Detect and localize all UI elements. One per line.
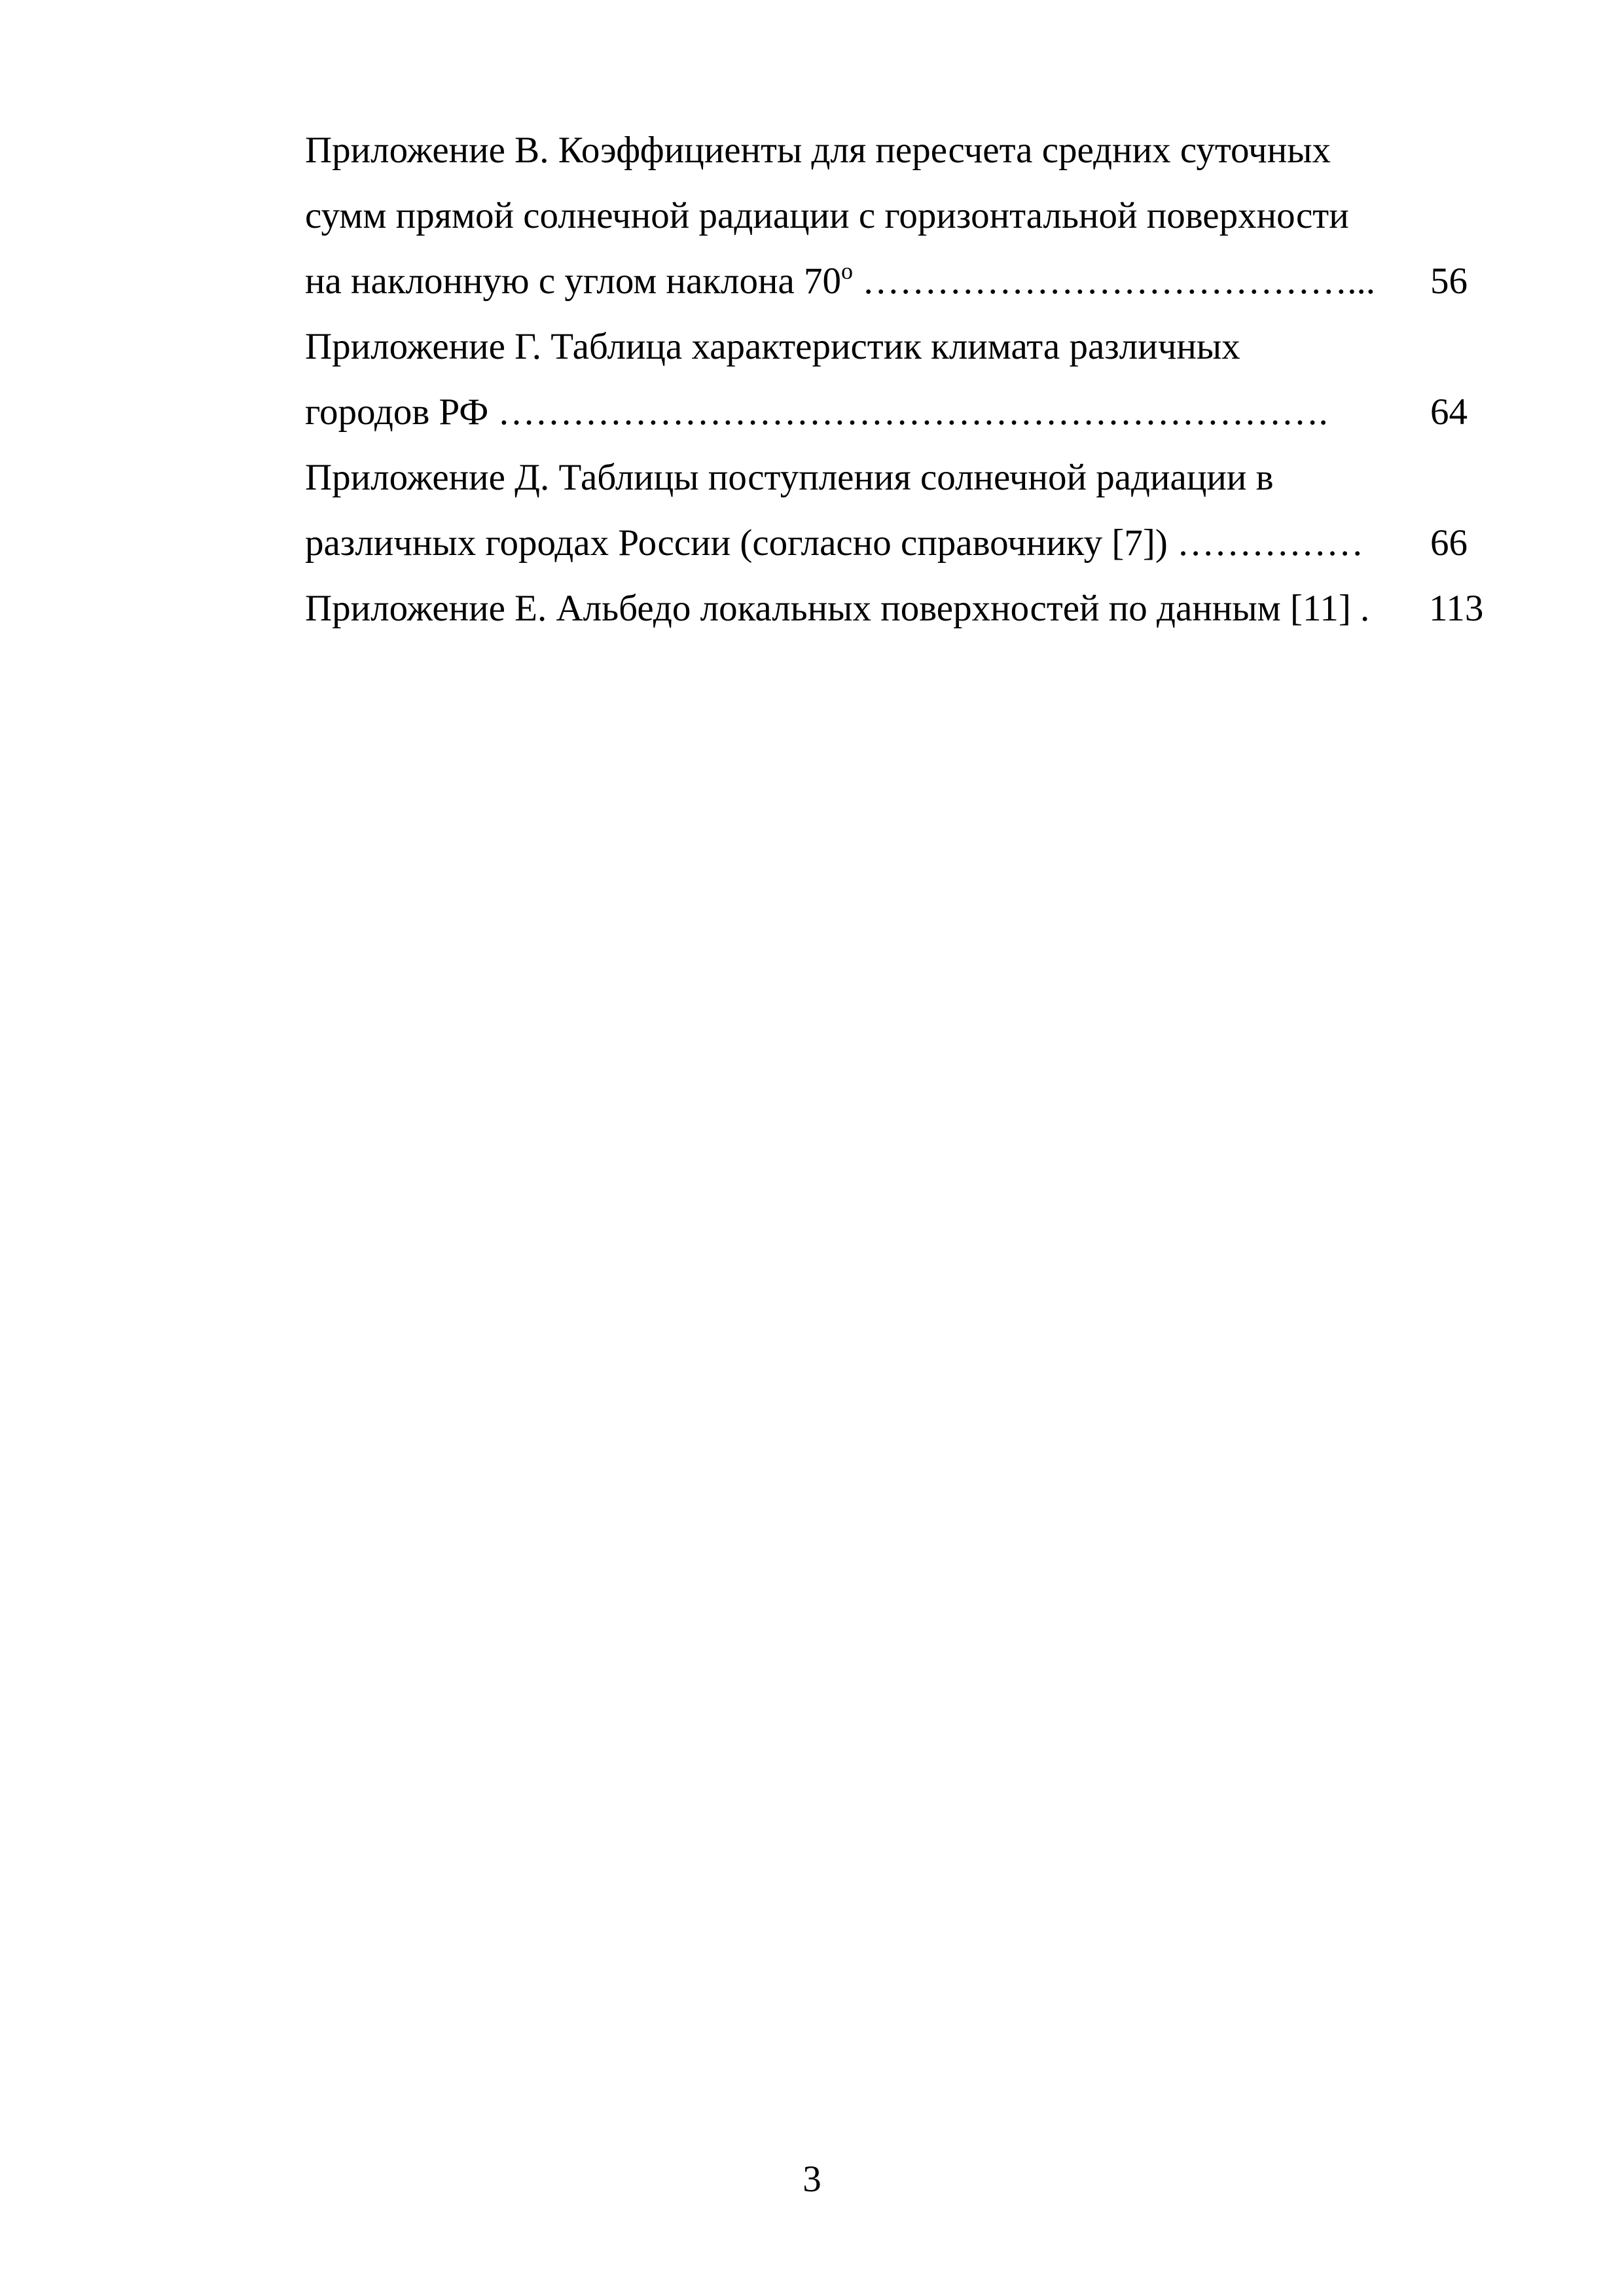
toc-entry-g-page-number: 64 bbox=[1430, 391, 1468, 433]
toc-entry-d-title-part-2: различных городах России (согласно справочнику [7]) …………… bbox=[305, 522, 1364, 564]
toc-entry-v-title-part-3 bbox=[305, 249, 1375, 314]
toc-entry-v-line-1 bbox=[305, 118, 1496, 183]
toc-entry-g-title-part-1: Приложение Г. Таблица характеристик климата различных bbox=[305, 326, 1240, 367]
toc-entry-v-page-number: 56 bbox=[1430, 260, 1468, 302]
degree-superscript: o bbox=[841, 258, 854, 284]
toc-entry-v-title-part-1: Приложение В. Коэффициенты для пересчета средних суточных bbox=[305, 130, 1331, 171]
toc-entry-v-line-3 bbox=[305, 249, 1496, 314]
toc-entry-d-page-number: 66 bbox=[1430, 522, 1468, 564]
toc-entry-d-line-1 bbox=[305, 445, 1496, 511]
toc-entry-v-title-part-2: сумм прямой солнечной радиации с горизонтальной поверхности bbox=[305, 195, 1349, 236]
toc-entry-e-line-1 bbox=[305, 576, 1496, 641]
toc-entry-v-leader-dots: …………………………………... bbox=[853, 260, 1376, 302]
toc-entry-g-line-1 bbox=[305, 314, 1496, 380]
toc-entry-g-title-part-2: городов РФ …………………………………………………………. bbox=[305, 391, 1328, 433]
toc-entry-v-title-text: на наклонную с углом наклона 70 bbox=[305, 260, 842, 302]
toc-entry-d-line-2 bbox=[305, 511, 1496, 576]
toc-entry-v-line-2 bbox=[305, 183, 1496, 249]
table-of-contents bbox=[305, 118, 1496, 641]
toc-entry-d-title-part-1: Приложение Д. Таблицы поступления солнечной радиации в bbox=[305, 457, 1274, 498]
toc-entry-e-title: Приложение Е. Альбедо локальных поверхностей по данным [11] . bbox=[305, 588, 1370, 629]
toc-entry-e-page-number: 113 bbox=[1429, 588, 1484, 629]
page-number: 3 bbox=[803, 2159, 821, 2200]
toc-entry-g-line-2 bbox=[305, 380, 1496, 445]
